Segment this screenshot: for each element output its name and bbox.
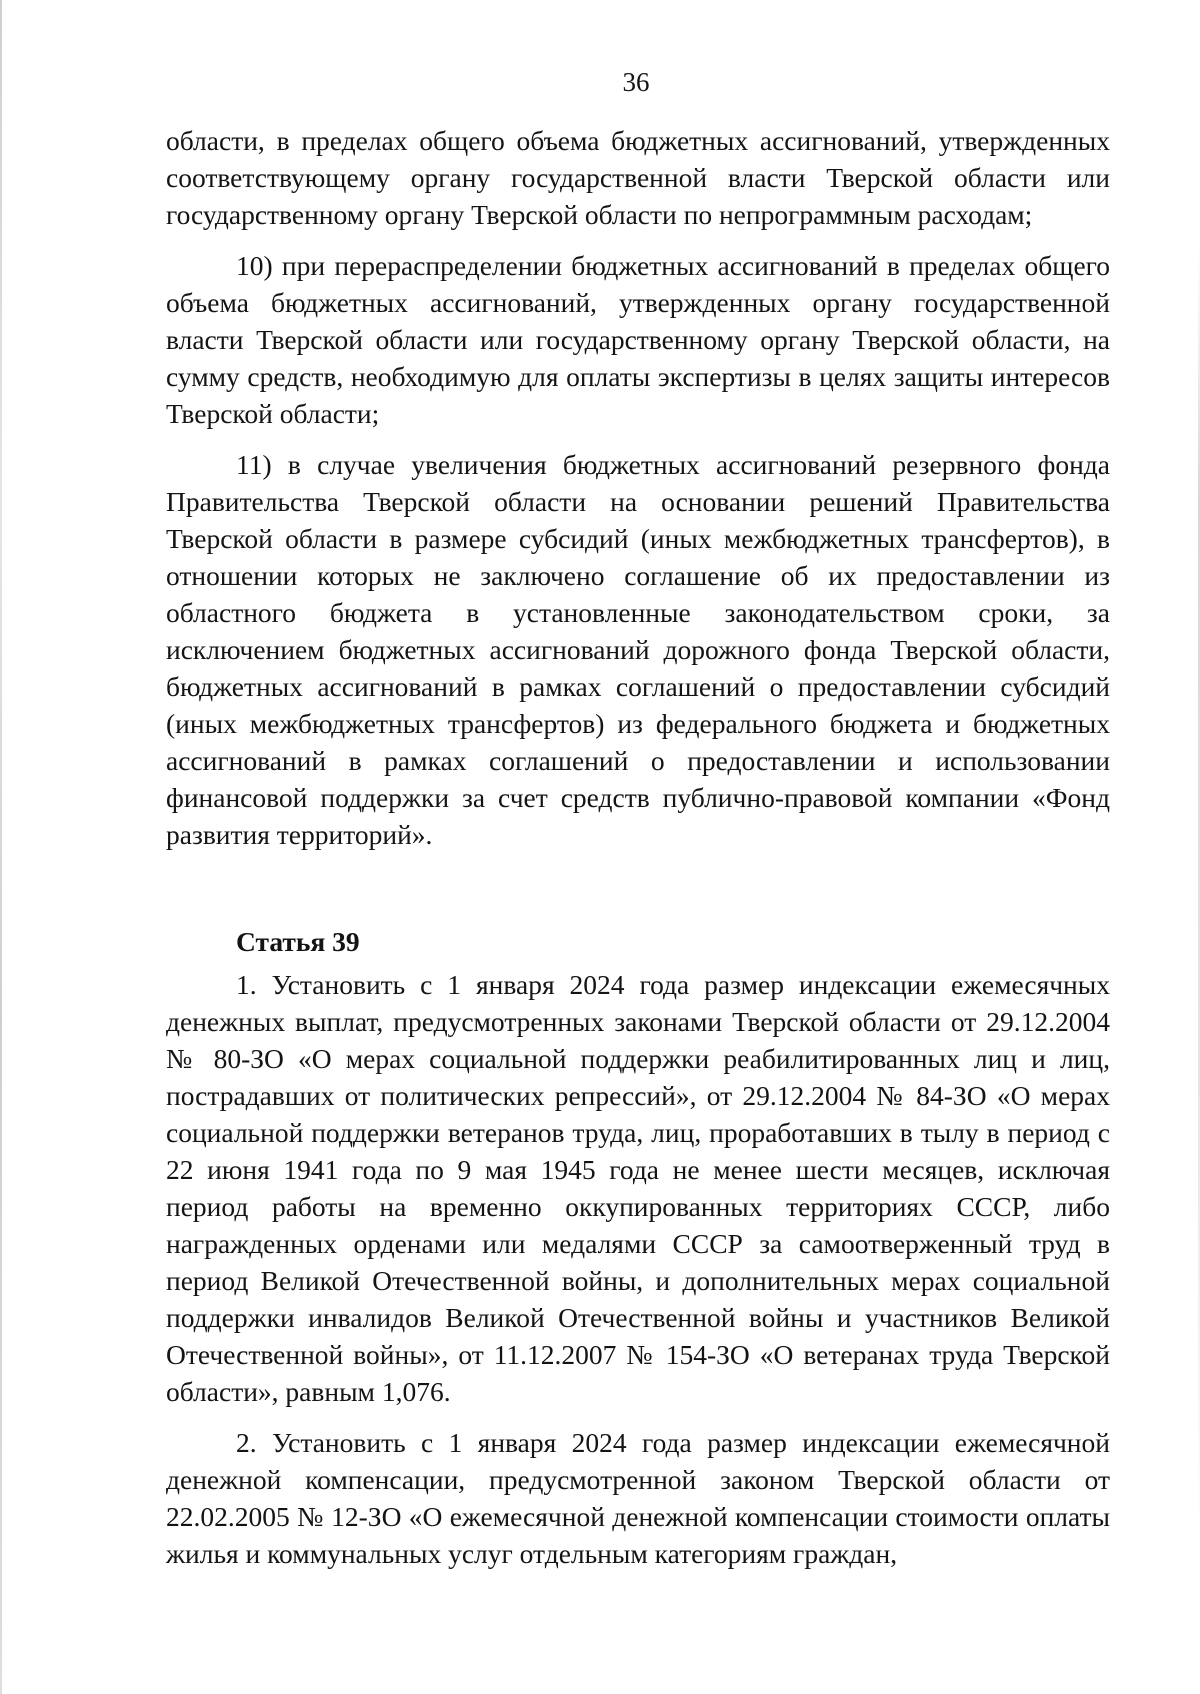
- scan-edge-left: [0, 0, 2, 1694]
- paragraph-item-10: 10) при перераспределении бюджетных ассигнований в пределах общего объема бюджетных ассигнований, утвержденных органу государственной власти Тверской области или государственному органу Тверской области, на сумму средств, необходимую для оплаты экспертизы в целях защиты интересов Тверской области;: [166, 250, 1110, 429]
- paragraph-item-11: 11) в случае увеличения бюджетных ассигнований резервного фонда Правительства Тверской области на основании решений Правительства Тверской области в размере субсидий (иных межбюджетных трансфертов), в отношении которых не заключено соглашение об их предоставлении из областного бюджета в установленные законодательством сроки, за исключением бюджетных ассигнований дорожного фонда Тверской области, бюджетных ассигнований в рамках соглашений о предоставлении субсидий (иных межбюджетных трансфертов) из федерального бюджета и бюджетных ассигнований в рамках соглашений о предоставлении и использовании финансовой поддержки за счет средств публично-правовой компании «Фонд развития территорий».: [166, 449, 1110, 850]
- document-body: [166, 122, 1110, 1586]
- article-paragraph-1: 1. Установить с 1 января 2024 года размер индексации ежемесячных денежных выплат, предусмотренных законами Тверской области от 29.12.2004 № 80-ЗО «О мерах социальной поддержки реабилитированных лиц и лиц, пострадавших от политических репрессий», от 29.12.2004 № 84-ЗО «О мерах социальной поддержки ветеранов труда, лиц, проработавших в тылу в период с 22 июня 1941 года по 9 мая 1945 года не менее шести месяцев, исключая период работы на временно оккупированных территориях СССР, либо награжденных орденами или медалями СССР за самоотверженный труд в период Великой Отечественной войны, и дополнительных мерах социальной поддержки инвалидов Великой Отечественной войны и участников Великой Отечественной войны», от 11.12.2007 № 154-ЗО «О ветеранах труда Тверской области», равным 1,076.: [166, 969, 1110, 1407]
- article-heading: Статья 39: [236, 926, 360, 957]
- paragraph-continuation: области, в пределах общего объема бюджетных ассигнований, утвержденных соответствующему органу государственной власти Тверской области или государственному органу Тверской области по непрограммным расходам;: [166, 125, 1110, 230]
- page-number: 36: [622, 67, 650, 97]
- article-paragraph-2: 2. Установить с 1 января 2024 года размер индексации ежемесячной денежной компенсации, предусмотренной законом Тверской области от 22.02.2005 № 12-ЗО «О ежемесячной денежной компенсации стоимости оплаты жилья и коммунальных услуг отдельным категориям граждан,: [166, 1427, 1110, 1569]
